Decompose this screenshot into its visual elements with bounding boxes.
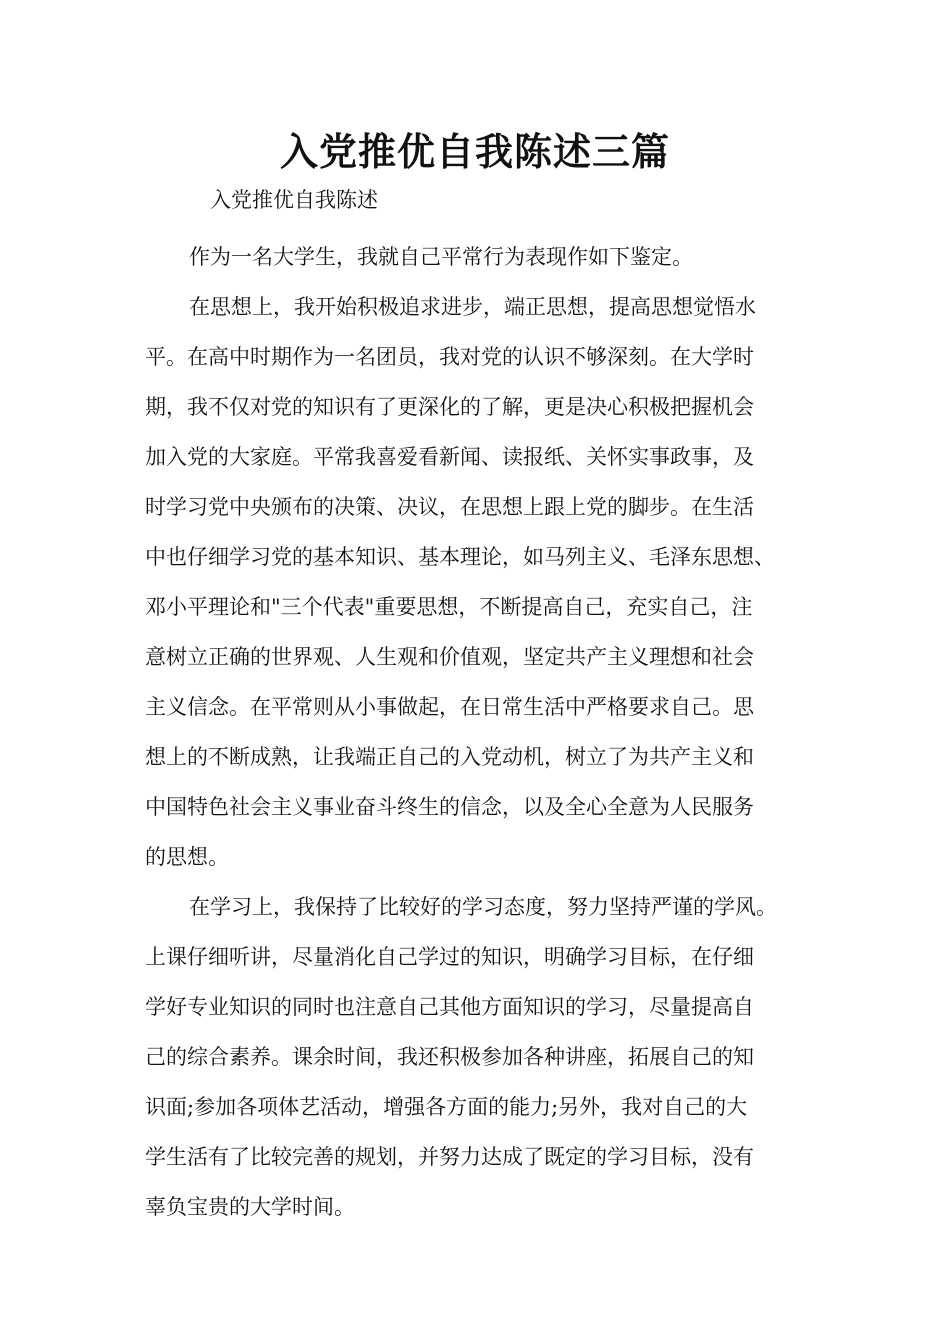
text-line: 的思想。 — [145, 845, 229, 869]
text-line: 作为一名大学生，我就自己平常行为表现作如下鉴定。 — [189, 245, 693, 269]
text-line: 中也仔细学习党的基本知识、基本理论，如马列主义、毛泽东思想、 — [145, 545, 775, 569]
paragraph-study — [145, 882, 815, 1232]
text-line: 在思想上，我开始积极追求进步，端正思想，提高思想觉悟水 — [189, 295, 756, 319]
text-line: 在学习上，我保持了比较好的学习态度，努力坚持严谨的学风。 — [189, 895, 777, 919]
paragraph-intro — [145, 232, 815, 282]
text-line: 加入党的大家庭。平常我喜爱看新闻、读报纸、关怀实事政事，及 — [145, 445, 754, 469]
text-line: 己的综合素养。课余时间，我还积极参加各种讲座，拓展自己的知 — [145, 1045, 754, 1069]
text-line: 想上的不断成熟，让我端正自己的入党动机，树立了为共产主义和 — [145, 745, 754, 769]
text-line: 时学习党中央颁布的决策、决议，在思想上跟上党的脚步。在生活 — [145, 495, 754, 519]
document-subtitle: 入党推优自我陈述 — [210, 188, 378, 212]
paragraph-thought — [145, 282, 815, 882]
text-line: 上课仔细听讲，尽量消化自己学过的知识，明确学习目标，在仔细 — [145, 945, 754, 969]
text-line: 中国特色社会主义事业奋斗终生的信念，以及全心全意为人民服务 — [145, 795, 754, 819]
document-body — [145, 232, 815, 1232]
text-line: 邓小平理论和"三个代表"重要思想，不断提高自己，充实自己，注 — [145, 595, 753, 619]
text-line: 辜负宝贵的大学时间。 — [145, 1195, 355, 1219]
text-line: 识面;参加各项体艺活动，增强各方面的能力;另外，我对自己的大 — [145, 1095, 748, 1119]
text-line: 意树立正确的世界观、人生观和价值观，坚定共产主义理想和社会 — [145, 645, 754, 669]
text-line: 学生活有了比较完善的规划，并努力达成了既定的学习目标，没有 — [145, 1145, 754, 1169]
text-line: 平。在高中时期作为一名团员，我对党的认识不够深刻。在大学时 — [145, 345, 754, 369]
text-line: 学好专业知识的同时也注意自己其他方面知识的学习，尽量提高自 — [145, 995, 754, 1019]
document-title: 入党推优自我陈述三篇 — [279, 130, 670, 174]
text-line: 期，我不仅对党的知识有了更深化的了解，更是决心积极把握机会 — [145, 395, 754, 419]
text-line: 主义信念。在平常则从小事做起，在日常生活中严格要求自己。思 — [145, 695, 754, 719]
